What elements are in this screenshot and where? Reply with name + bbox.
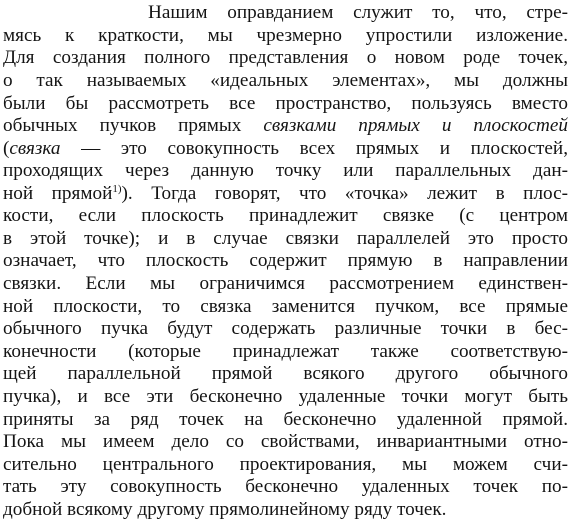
text-run: щей параллельной прямой всякого другого обычного bbox=[3, 363, 568, 384]
text-line bbox=[3, 318, 568, 340]
text-line bbox=[3, 205, 568, 227]
text-run: ( bbox=[3, 138, 10, 159]
text-run: ной плоскости, то связка заменится пучком, все прямые bbox=[3, 296, 568, 317]
text-line bbox=[3, 70, 568, 92]
text-run: конечности (которые принадлежат также соответствую- bbox=[3, 341, 568, 362]
text-run: о так называемых «идеальных элементах», мы должны bbox=[3, 70, 568, 91]
text-run: ной прямой bbox=[3, 183, 113, 204]
italic-term: связка bbox=[9, 138, 61, 159]
text-run: ). Тогда говорят, что «точка» лежит в плос- bbox=[121, 183, 568, 204]
italic-term: связками прямых и плоскостей bbox=[263, 115, 568, 136]
text-line bbox=[3, 228, 568, 250]
text-run: означает, что плоскость содержит прямую в направлении bbox=[3, 250, 568, 271]
text-line bbox=[3, 363, 568, 385]
text-line bbox=[3, 183, 568, 205]
text-run: пучка), и все эти бесконечно удаленные точки могут быть bbox=[3, 386, 568, 407]
text-run: кости, если плоскость принадлежит связке (с центром bbox=[3, 205, 568, 226]
footnote-marker: 1) bbox=[112, 183, 122, 195]
text-line bbox=[3, 409, 568, 431]
text-run: связки. Если мы ограничимся рассмотрением единствен- bbox=[3, 273, 568, 294]
text-line bbox=[3, 341, 568, 363]
text-run: в этой точке); и в случае связки параллелей это просто bbox=[3, 228, 568, 249]
text-run: Нашим оправданием служит то, что, стре- bbox=[148, 2, 568, 23]
text-run: обычного пучка будут содержать различные точки в бес- bbox=[3, 318, 568, 339]
text-run: были бы рассмотреть все пространство, пользуясь вместо bbox=[3, 93, 568, 114]
text-line bbox=[3, 454, 568, 476]
text-run: проходящих через данную точку или параллельных дан- bbox=[3, 160, 568, 181]
text-line bbox=[3, 138, 568, 160]
text-run: Для создания полного представления о новом роде точек, bbox=[3, 47, 568, 68]
text-run: добной всякому другому прямолинейному ряду точек. bbox=[3, 499, 447, 520]
text-line bbox=[3, 160, 568, 182]
text-run: мясь к краткости, мы чрезмерно упростили изложение. bbox=[3, 25, 568, 46]
text-line bbox=[3, 115, 568, 137]
text-run: приняты за ряд точек на бесконечно удаленной прямой. bbox=[3, 409, 568, 430]
text-run: обычных пучков прямых bbox=[3, 115, 264, 136]
text-line bbox=[148, 2, 568, 24]
text-line bbox=[3, 250, 568, 272]
text-line bbox=[3, 47, 568, 69]
text-line bbox=[3, 93, 568, 115]
text-run: тать эту совокупность бесконечно удаленных точек по- bbox=[3, 476, 568, 497]
text-line bbox=[3, 273, 568, 295]
text-line bbox=[3, 431, 568, 453]
text-line bbox=[3, 476, 568, 498]
text-run: сительно центрального проектирования, мы можем счи- bbox=[3, 454, 568, 475]
text-line bbox=[3, 499, 446, 521]
text-line bbox=[3, 25, 568, 47]
text-run: — это совокупность всех прямых и плоскостей, bbox=[60, 138, 568, 159]
text-line bbox=[3, 386, 568, 408]
text-run: Пока мы имеем дело со свойствами, инвариантными отно- bbox=[3, 431, 568, 452]
text-line bbox=[3, 296, 568, 318]
